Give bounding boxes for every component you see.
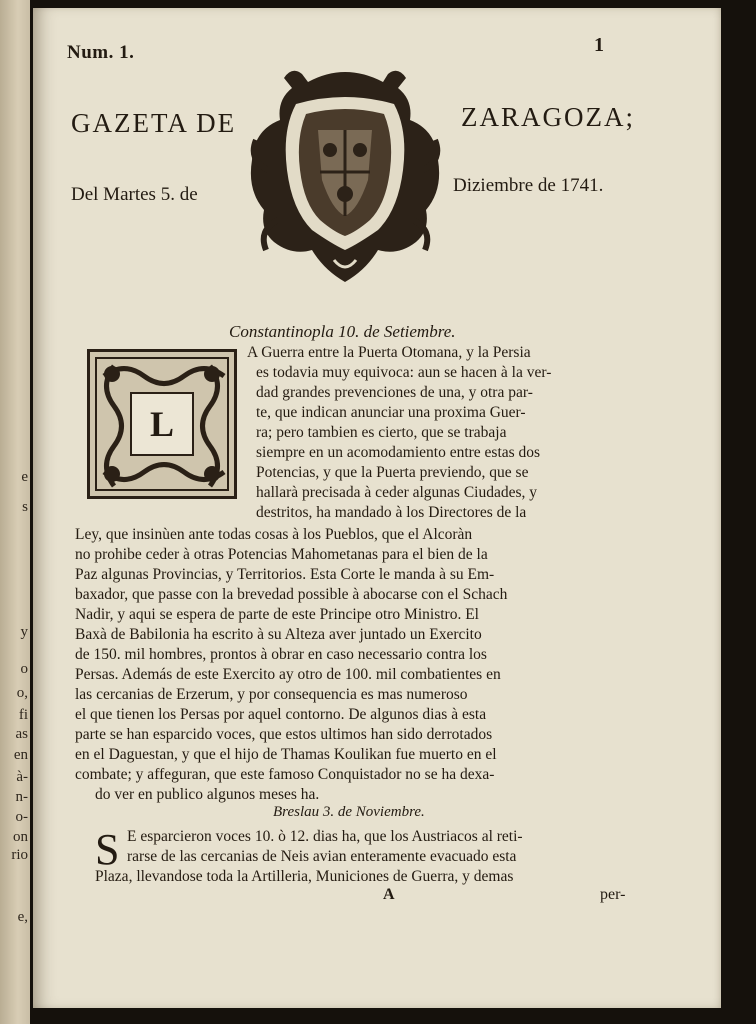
text-line: destritos, ha mandado à los Directores de la bbox=[256, 504, 527, 521]
text-line: ra; pero tambien es cierto, que se trabaja bbox=[256, 424, 507, 441]
issue-date-left: Del Martes 5. de bbox=[71, 184, 198, 205]
drop-cap-s: S bbox=[95, 825, 120, 874]
dateline-breslau: Breslau 3. de Noviembre. bbox=[273, 804, 425, 820]
masthead-title-left: GAZETA DE bbox=[71, 108, 237, 138]
left-page-fragment: e, bbox=[17, 909, 28, 925]
coat-of-arms-icon bbox=[238, 60, 453, 286]
text-line: Persas. Además de este Exercito ay otro de 100. mil combatientes en bbox=[75, 666, 501, 683]
left-page-fragment: en bbox=[13, 747, 28, 763]
text-line: E esparcieron voces 10. ò 12. dias ha, que los Austriacos al reti- bbox=[127, 828, 523, 845]
left-page-fragment: n- bbox=[15, 789, 28, 805]
left-page-fragment: s bbox=[22, 499, 28, 515]
left-page-fragment: as bbox=[15, 726, 28, 742]
text-line: do ver en publico algunos meses ha. bbox=[95, 786, 320, 803]
text-line: Paz algunas Provincias, y Territorios. Esta Corte le manda à su Em- bbox=[75, 566, 495, 583]
text-line: Potencias, y que la Puerta previendo, que se bbox=[256, 464, 529, 481]
text-line: Baxà de Babilonia ha escrito à su Alteza aver juntado un Exercito bbox=[75, 626, 482, 643]
text-line: A Guerra entre la Puerta Otomana, y la Persia bbox=[247, 344, 531, 361]
left-page-fragment: rio bbox=[11, 847, 28, 863]
text-line: te, que indican anunciar una proxima Guer- bbox=[256, 404, 526, 421]
left-page-fragment: on bbox=[13, 829, 28, 845]
ornamental-initial bbox=[87, 349, 237, 499]
text-line: en el Daguestan, y que el hijo de Thamas Koulikan fue muerto en el bbox=[75, 746, 497, 763]
text-line: hallarà precisada à ceder algunas Ciudades, y bbox=[256, 484, 538, 501]
text-line: combate; y affeguran, que este famoso Conquistador no se ha dexa- bbox=[75, 766, 495, 783]
text-line: baxador, que passe con la brevedad possible à abocarse con el Schach bbox=[75, 586, 508, 603]
text-line: el que tienen los Persas por aquel contorno. De algunos dias à esta bbox=[75, 706, 487, 723]
text-line: las cercanias de Erzerum, y por consequencia es mas numeroso bbox=[75, 686, 468, 703]
text-line: rarse de las cercanias de Neis avian enteramente evacuado esta bbox=[127, 848, 517, 865]
text-line: parte se han esparcido voces, que estos ultimos han sido derrotados bbox=[75, 726, 493, 743]
newspaper-page bbox=[33, 8, 721, 1008]
left-page-fragment: o bbox=[20, 661, 28, 677]
catchword: per- bbox=[600, 886, 626, 903]
page-number: 1 bbox=[594, 34, 604, 56]
left-page-fragment: o, bbox=[16, 685, 28, 701]
issue-number: Num. 1. bbox=[67, 42, 135, 63]
text-line: siempre en un acomodamiento entre estas dos bbox=[256, 444, 541, 461]
text-line: Ley, que insinùen ante todas cosas à los Pueblos, que el Alcoràn bbox=[75, 526, 473, 543]
left-page-fragment: fi bbox=[18, 707, 28, 723]
left-page-fragment: o- bbox=[15, 809, 28, 825]
left-page-fragment: e bbox=[21, 469, 28, 485]
issue-date-right: Diziembre de 1741. bbox=[453, 175, 604, 196]
text-line: Plaza, llevandose toda la Artilleria, Municiones de Guerra, y demas bbox=[95, 868, 514, 885]
left-page-fragment: à- bbox=[16, 769, 28, 785]
text-line: dad grandes prevenciones de una, y otra par- bbox=[256, 384, 533, 401]
masthead-title-right: ZARAGOZA; bbox=[461, 102, 635, 132]
text-line: no prohibe ceder à otras Potencias Mahometanas para el bien de la bbox=[75, 546, 488, 563]
left-page-fragment: y bbox=[20, 624, 28, 640]
dateline-constantinople: Constantinopla 10. de Setiembre. bbox=[229, 322, 456, 341]
text-line: es todavia muy equivoca: aun se hacen à la ver- bbox=[256, 364, 552, 381]
signature-mark: A bbox=[383, 886, 395, 903]
text-line: de 150. mil hombres, prontos à obrar en caso necessario contra los bbox=[75, 646, 487, 663]
text-line: Nadir, y aqui se espera de parte de este Principe otro Ministro. El bbox=[75, 606, 479, 623]
left-page-edge bbox=[0, 0, 30, 1024]
drop-cap-letter: L bbox=[130, 392, 194, 456]
